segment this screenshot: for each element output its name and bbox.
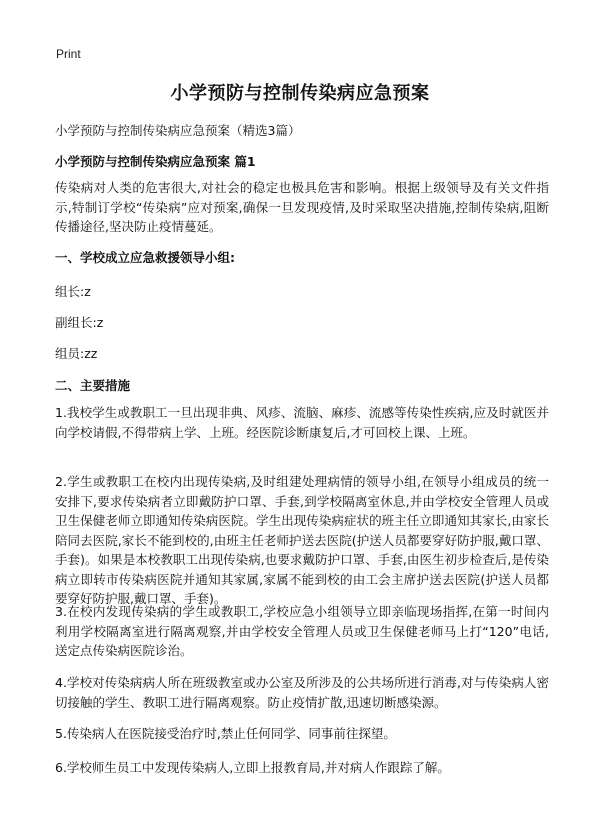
section1-heading: 一、学校成立应急救援领导小组: (55, 250, 235, 265)
section2-heading: 二、主要措施 (55, 378, 131, 393)
deputy-leader-line: 副组长:z (55, 315, 104, 330)
document-title: 小学预防与控制传染病应急预案 (170, 83, 430, 104)
measure-paragraph: 4.学校对传染病病人所在班级教室或办公室及所涉及的公共场所进行消毒,对与传染病人密切接触的学生、教职工进行隔离观察。防止疫情扩散,迅速切断感染源。 (55, 675, 549, 710)
document-subtitle: 小学预防与控制传染病应急预案（精选3篇） (55, 123, 301, 138)
measure-paragraph: 6.学校师生员工中发现传染病人,立即上报教育局,并对病人作跟踪了解。 (55, 760, 450, 775)
members-line: 组员:zz (55, 346, 98, 361)
measure-paragraph: 2.学生或教职工在校内出现传染病,及时组建处理病情的领导小组,在领导小组成员的统一安排下,要求传染病者立即戴防护口罩、手套,到学校隔离室休息,并由学校安全管理人员或卫生保健老师立即通知传染病医院。学生出现传染病症状的班主任立即通知其家长,由家长陪同去医院,家长不能到校的,由班主任老师护送去医院(护送人员都要穿好防护服,戴口罩、手套)。如果是本校教职工出现传染病,也要求戴防护口罩、手套,由医生初步检查后,是传染病立即转市传染病医院并通知其家属,家属不能到校的由工会主席护送去医院(护送人员都要穿好防护服,戴口罩、手套)。 (55, 474, 549, 606)
intro-paragraph: 传染病对人类的危害很大,对社会的稳定也极具危害和影响。根据上级领导及有关文件指示,特制订学校“传染病”应对预案,确保一旦发现疫情,及时采取坚决措施,控制传染病,阻断传播途径,坚决防止疫情蔓延。 (55, 180, 549, 234)
team-leader-line: 组长:z (55, 284, 91, 299)
print-label: Print (56, 47, 81, 61)
measure-paragraph: 3.在校内发现传染病的学生或教职工,学校应急小组领导立即亲临现场指挥,在第一时间内利用学校隔离室进行隔离观察,并由学校安全管理人员或卫生保健老师马上打“120”电话,送定点传染病医院诊治。 (55, 604, 549, 658)
measure-paragraph: 1.我校学生或教职工一旦出现非典、风疹、流脑、麻疹、流感等传染性疾病,应及时就医并向学校请假,不得带病上学、上班。经医院诊断康复后,才可回校上课、上班。 (55, 405, 549, 440)
part-heading: 小学预防与控制传染病应急预案 篇1 (55, 154, 256, 169)
measure-paragraph: 5.传染病人在医院接受治疗时,禁止任何同学、同事前往探望。 (55, 726, 396, 741)
